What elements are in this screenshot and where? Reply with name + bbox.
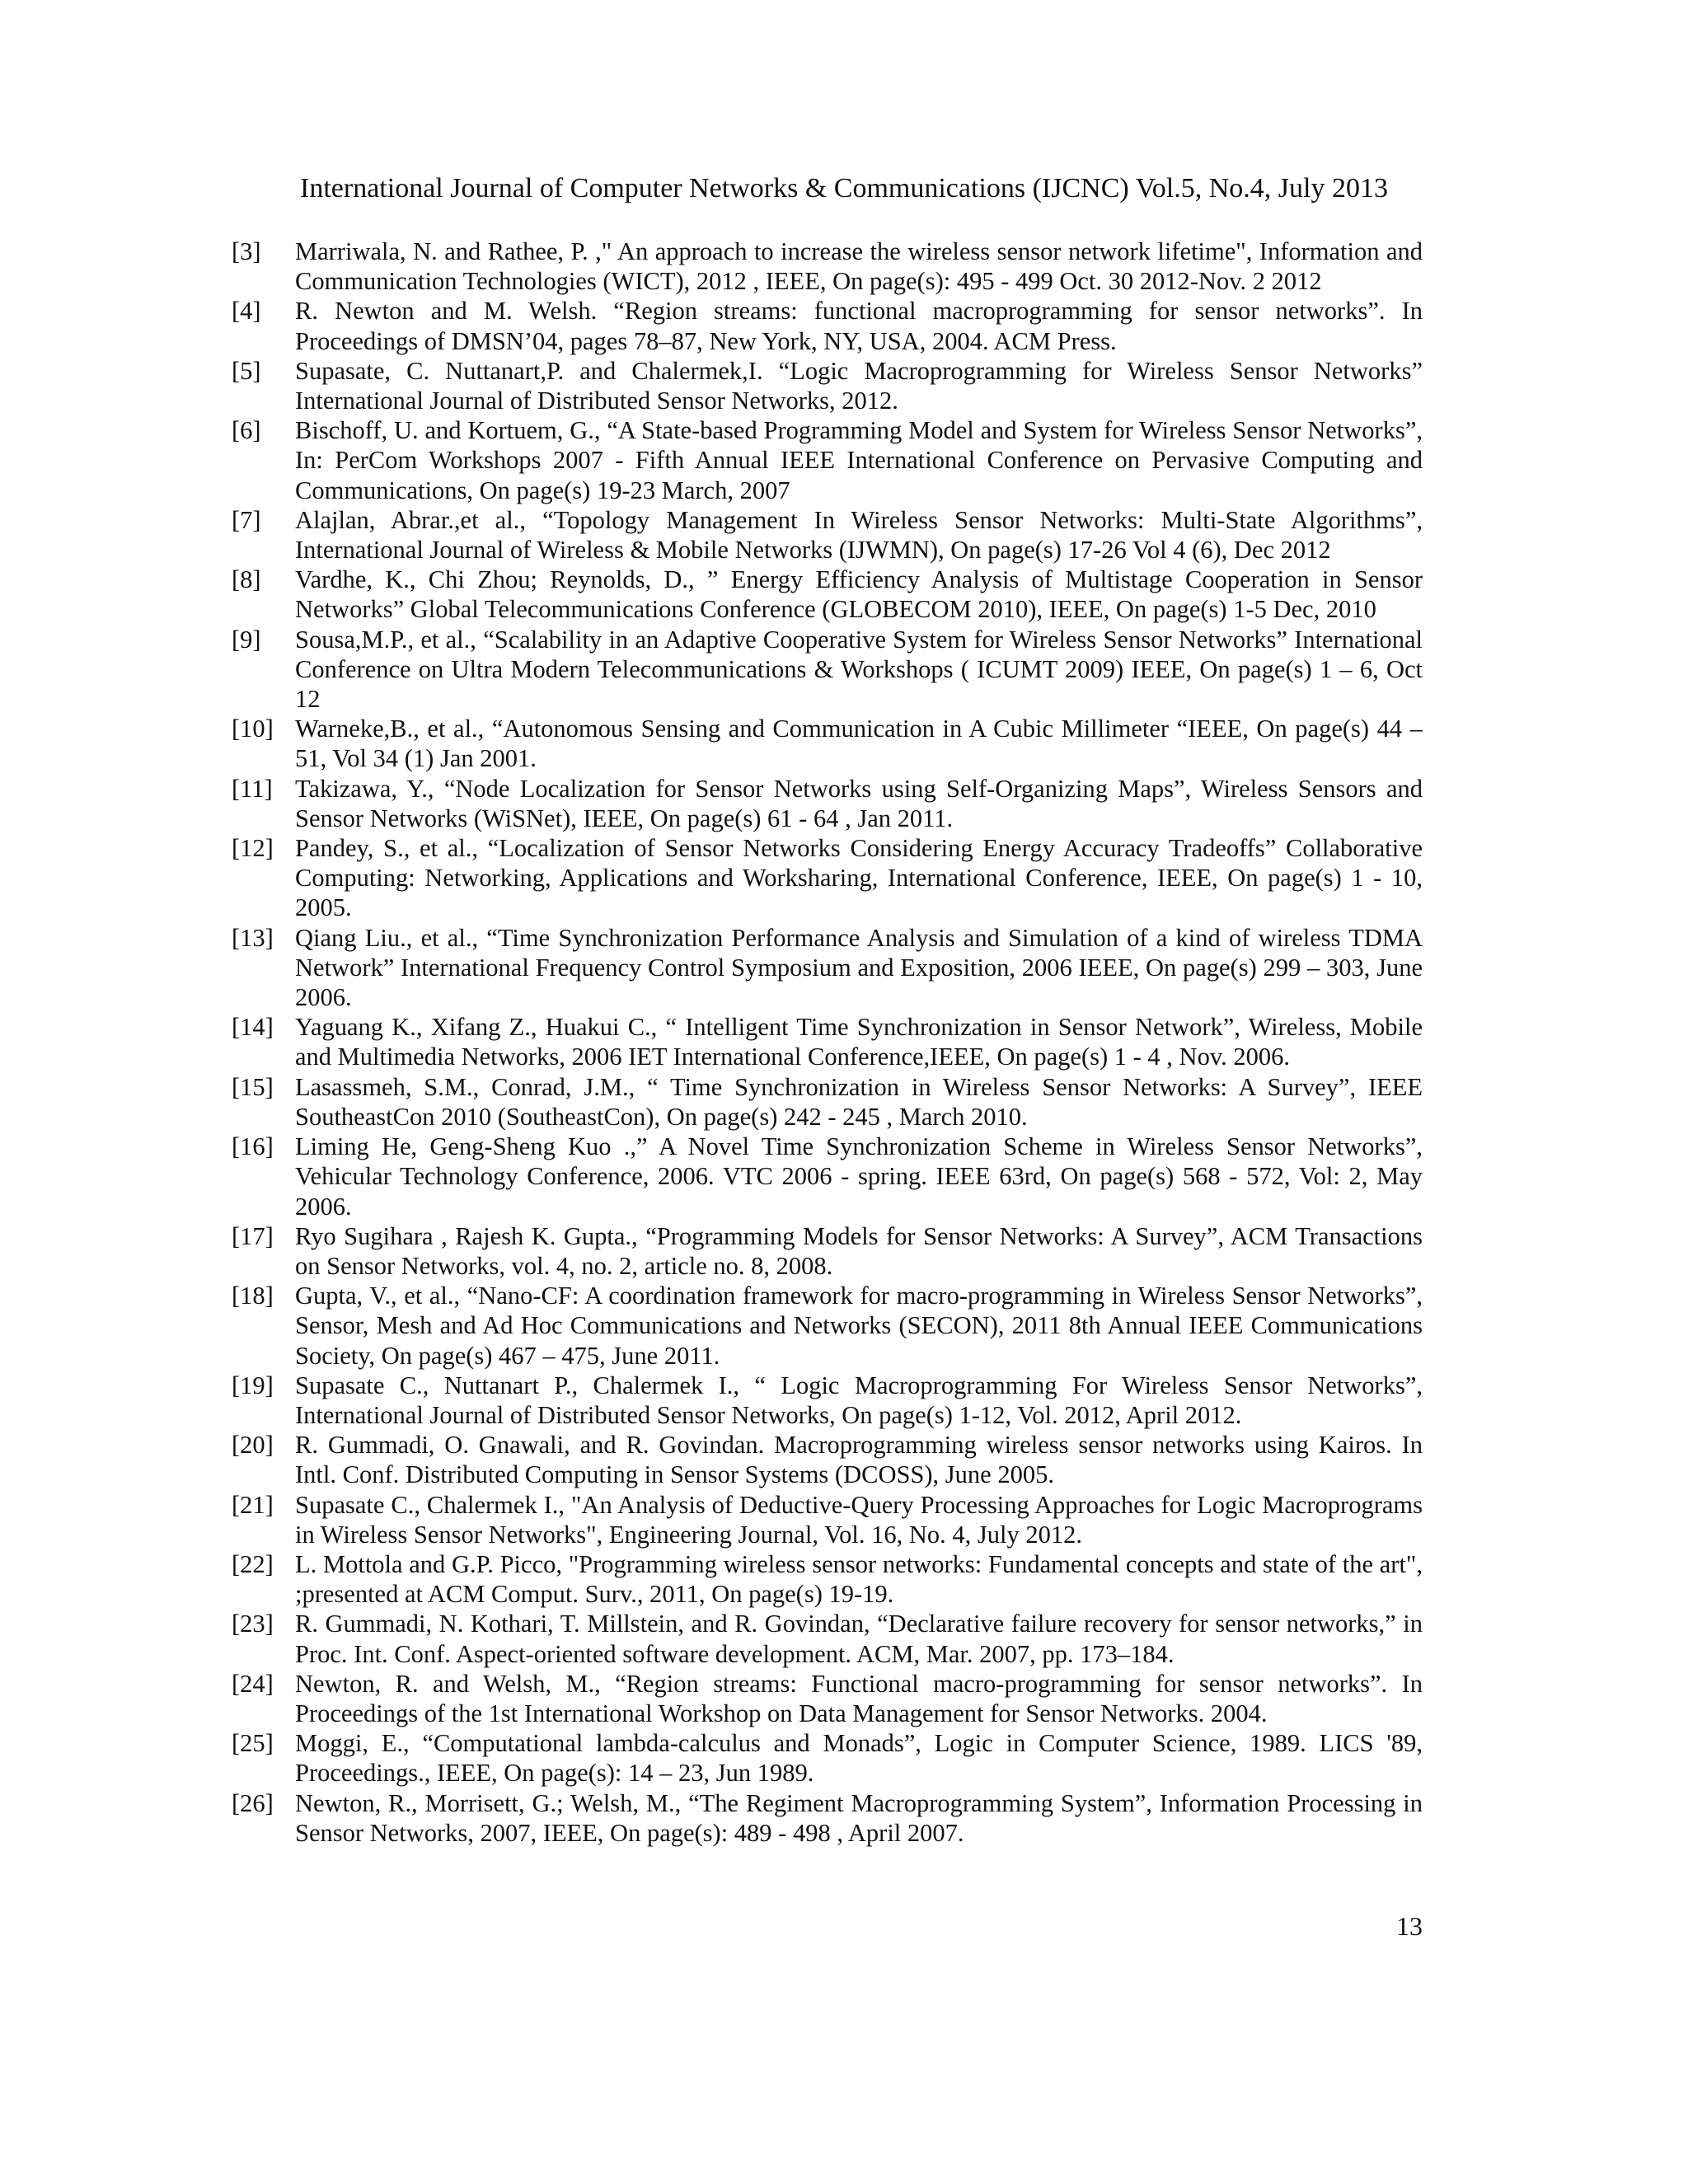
reference-item [232, 1132, 1423, 1221]
reference-number: [13] [232, 923, 274, 952]
reference-number: [6] [232, 416, 261, 445]
reference-text: Sousa,M.P., et al., “Scalability in an Adaptive Cooperative System for Wireless Sensor Networks” International Conference on Ultra Modern Telecommunications & Workshops ( ICUMT 2009) IEEE, On page(s) 1 – 6, Oct 12 [295, 625, 1423, 714]
reference-item [232, 923, 1423, 1013]
reference-number: [21] [232, 1490, 274, 1519]
reference-item [232, 1549, 1423, 1609]
reference-text: R. Gummadi, O. Gnawali, and R. Govindan. Macroprogramming wireless sensor networks using Kairos. In Intl. Conf. Distributed Computing in Sensor Systems (DCOSS), June 2005. [295, 1431, 1423, 1489]
reference-number: [11] [232, 774, 273, 803]
reference-item [232, 1728, 1423, 1788]
reference-text: Newton, R., Morrisett, G.; Welsh, M., “The Regiment Macroprogramming System”, Information Processing in Sensor Networks, 2007, IEEE, On page(s): 489 - 498 , April 2007. [295, 1788, 1423, 1847]
reference-item [232, 1669, 1423, 1728]
reference-text: Supasate C., Chalermek I., "An Analysis of Deductive-Query Processing Approaches for Logic Macroprograms in Wireless Sensor Networks", Engineering Journal, Vol. 16, No. 4, July 2012. [295, 1490, 1423, 1549]
reference-item [232, 774, 1423, 833]
reference-item [232, 1609, 1423, 1668]
reference-item [232, 1430, 1423, 1489]
reference-number: [19] [232, 1371, 274, 1399]
reference-number: [20] [232, 1431, 274, 1460]
reference-text: Moggi, E., “Computational lambda-calculus and Monads”, Logic in Computer Science, 1989. LICS '89, Proceedings., IEEE, On page(s): 14 – 23, Jun 1989. [295, 1729, 1423, 1788]
reference-number: [22] [232, 1549, 274, 1578]
reference-item [232, 833, 1423, 923]
reference-item [232, 1221, 1423, 1281]
reference-text: Warneke,B., et al., “Autonomous Sensing and Communication in A Cubic Millimeter “IEEE, On page(s) 44 – 51, Vol 34 (1) Jan 2001. [295, 715, 1423, 773]
reference-text: Pandey, S., et al., “Localization of Sensor Networks Considering Energy Accuracy Tradeoffs” Collaborative Computing: Networking, Applications and Worksharing, International Conference, IEEE, On page(s) 1 - 10, 2005. [295, 834, 1423, 922]
reference-number: [25] [232, 1729, 274, 1758]
reference-item [232, 1490, 1423, 1549]
reference-item [232, 237, 1423, 296]
reference-number: [17] [232, 1221, 274, 1250]
reference-text: Vardhe, K., Chi Zhou; Reynolds, D., ” Energy Efficiency Analysis of Multistage Cooperation in Sensor Networks” Global Telecommunications Conference (GLOBECOM 2010), IEEE, On page(s) 1-5 Dec, 2010 [295, 565, 1423, 624]
reference-number: [24] [232, 1669, 274, 1698]
reference-item [232, 714, 1423, 773]
reference-item [232, 1371, 1423, 1430]
reference-number: [4] [232, 297, 261, 326]
reference-item [232, 415, 1423, 505]
reference-text: Yaguang K., Xifang Z., Huakui C., “ Intelligent Time Synchronization in Sensor Network”, Wireless, Mobile and Multimedia Networks, 2006 IET International Conference,IEEE, On page(s) 1 - 4 , Nov. 2006. [295, 1013, 1423, 1071]
reference-number: [5] [232, 356, 261, 385]
reference-number: [8] [232, 565, 261, 594]
reference-number: [26] [232, 1788, 274, 1817]
reference-text: Bischoff, U. and Kortuem, G., “A State-based Programming Model and System for Wireless Sensor Networks”, In: PerCom Workshops 2007 - Fifth Annual IEEE International Conference on Pervasive Computing and Communications, On page(s) 19-23 March, 2007 [295, 416, 1423, 504]
reference-list [232, 237, 1423, 1848]
reference-number: [3] [232, 237, 261, 265]
reference-text: Liming He, Geng-Sheng Kuo .,” A Novel Time Synchronization Scheme in Wireless Sensor Networks”, Vehicular Technology Conference, 2006. VTC 2006 - spring. IEEE 63rd, On page(s) 568 - 572, Vol: 2, May 2006. [295, 1132, 1423, 1221]
reference-number: [14] [232, 1013, 274, 1042]
reference-text: R. Gummadi, N. Kothari, T. Millstein, and R. Govindan, “Declarative failure recovery for sensor networks,” in Proc. Int. Conf. Aspect-oriented software development. ACM, Mar. 2007, pp. 173–184. [295, 1610, 1423, 1668]
reference-item [232, 1072, 1423, 1132]
reference-text: Newton, R. and Welsh, M., “Region streams: Functional macro-programming for sensor networks”. In Proceedings of the 1st International Workshop on Data Management for Sensor Networks. 2004. [295, 1669, 1423, 1727]
reference-text: Qiang Liu., et al., “Time Synchronization Performance Analysis and Simulation of a kind of wireless TDMA Network” International Frequency Control Symposium and Exposition, 2006 IEEE, On page(s) 299 – 303, June 2006. [295, 923, 1423, 1012]
reference-text: Gupta, V., et al., “Nano-CF: A coordination framework for macro-programming in Wireless Sensor Networks”, Sensor, Mesh and Ad Hoc Communications and Networks (SECON), 2011 8th Annual IEEE Communications Society, On page(s) 467 – 475, June 2011. [295, 1282, 1423, 1370]
reference-number: [23] [232, 1610, 274, 1638]
reference-number: [9] [232, 625, 261, 654]
reference-item [232, 1281, 1423, 1371]
reference-number: [15] [232, 1072, 274, 1101]
reference-text: Marriwala, N. and Rathee, P. ," An approach to increase the wireless sensor network lifetime", Information and Communication Technologies (WICT), 2012 , IEEE, On page(s): 495 - 499 Oct. 30 2012-Nov. 2 2012 [295, 237, 1423, 296]
reference-item [232, 625, 1423, 715]
reference-item [232, 1788, 1423, 1848]
reference-text: Supasate, C. Nuttanart,P. and Chalermek,I. “Logic Macroprogramming for Wireless Sensor Networks” International Journal of Distributed Sensor Networks, 2012. [295, 356, 1423, 415]
reference-text: Ryo Sugihara , Rajesh K. Gupta., “Programming Models for Sensor Networks: A Survey”, ACM Transactions on Sensor Networks, vol. 4, no. 2, article no. 8, 2008. [295, 1221, 1423, 1280]
reference-text: Supasate C., Nuttanart P., Chalermek I., “ Logic Macroprogramming For Wireless Sensor Networks”, International Journal of Distributed Sensor Networks, On page(s) 1-12, Vol. 2012, April 2012. [295, 1371, 1423, 1429]
reference-item [232, 356, 1423, 415]
reference-number: [18] [232, 1282, 274, 1310]
reference-number: [7] [232, 505, 261, 534]
reference-number: [12] [232, 834, 274, 863]
running-header: International Journal of Computer Networks & Communications (IJCNC) Vol.5, No.4, July 2013 [300, 173, 1388, 204]
reference-number: [16] [232, 1132, 274, 1161]
reference-text: Takizawa, Y., “Node Localization for Sensor Networks using Self-Organizing Maps”, Wireless Sensors and Sensor Networks (WiSNet), IEEE, On page(s) 61 - 64 , Jan 2011. [295, 774, 1423, 832]
reference-text: Lasassmeh, S.M., Conrad, J.M., “ Time Synchronization in Wireless Sensor Networks: A Survey”, IEEE SoutheastCon 2010 (SoutheastCon), On page(s) 242 - 245 , March 2010. [295, 1072, 1423, 1131]
reference-item [232, 1012, 1423, 1071]
reference-text: L. Mottola and G.P. Picco, "Programming wireless sensor networks: Fundamental concepts and state of the art", ;presented at ACM Comput. Surv., 2011, On page(s) 19-19. [295, 1549, 1423, 1609]
reference-number: [10] [232, 715, 274, 743]
page-number: 13 [1396, 1911, 1423, 1941]
reference-text: Alajlan, Abrar.,et al., “Topology Management In Wireless Sensor Networks: Multi-State Algorithms”, International Journal of Wireless & Mobile Networks (IJWMN), On page(s) 17-26 Vol 4 (6), Dec 2012 [295, 505, 1423, 565]
reference-item [232, 296, 1423, 355]
reference-item [232, 505, 1423, 565]
reference-item [232, 565, 1423, 624]
reference-text: R. Newton and M. Welsh. “Region streams: functional macroprogramming for sensor networks”. In Proceedings of DMSN’04, pages 78–87, New York, NY, USA, 2004. ACM Press. [295, 297, 1423, 355]
